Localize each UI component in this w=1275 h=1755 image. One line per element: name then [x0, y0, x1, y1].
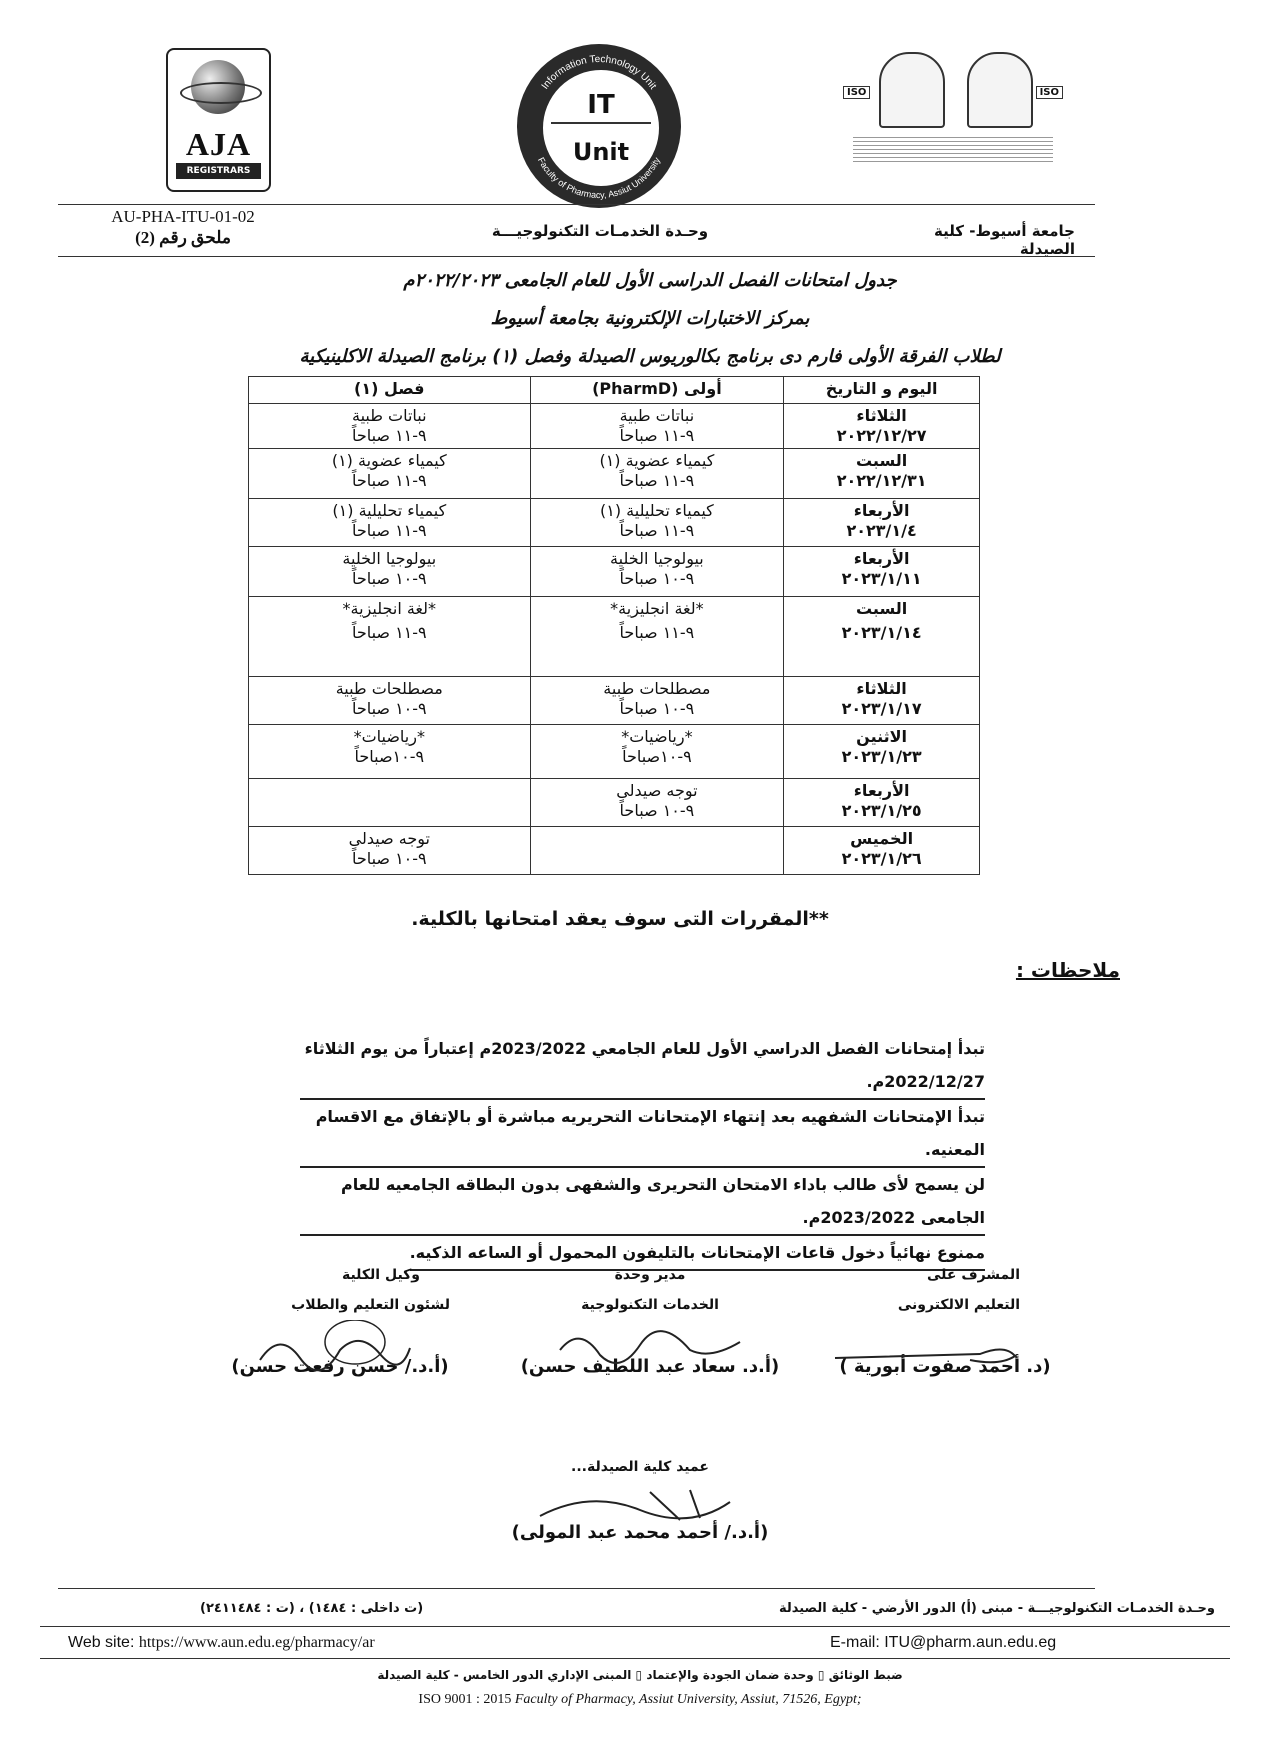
- course-time: ٩-١٠ صباحاً: [619, 569, 695, 588]
- course-name: *رياضيات*: [621, 727, 693, 746]
- pharmd-cell: [530, 597, 784, 677]
- exam-schedule-table: [248, 376, 980, 875]
- header-top-rule: [58, 204, 1095, 205]
- table-header-row: [249, 377, 980, 404]
- table-row: [249, 404, 980, 449]
- department-name: وحـدة الخدمـات التكنولوجيـــة: [491, 222, 709, 240]
- pharmd-cell: [530, 827, 784, 875]
- vice-dean-role: وكيل الكلية: [341, 1267, 420, 1283]
- vice-dean-role-detail: لشئون التعليم والطلاب: [291, 1297, 450, 1313]
- section1-cell: [249, 547, 531, 597]
- dean-name: (أ.د./ أحمد محمد عبد المولى): [511, 1522, 769, 1543]
- course-name: *لغة انجليزية*: [342, 599, 437, 618]
- col-header-section1: فصل (١): [249, 377, 531, 404]
- seal-unit-text: Unit: [572, 138, 630, 166]
- course-time: ٩-١١ صباحاً: [619, 623, 695, 642]
- pharmd-cell: [530, 779, 784, 827]
- date-cell: [784, 547, 980, 597]
- exam-day: الثلاثاء: [856, 406, 907, 425]
- website-label: Web site:: [68, 1634, 135, 1651]
- date-cell: [784, 449, 980, 499]
- iso-standard: ISO 9001 : 2015: [418, 1692, 512, 1707]
- course-time: ٩-١٠ صباحاً: [351, 569, 427, 588]
- note-item: تبدأ الإمتحانات الشفهيه بعد إنتهاء الإمتحانات التحريريه مباشرة أو بالإتفاق مع الاقسام المعنيه.: [300, 1100, 985, 1168]
- exam-day: السبت: [855, 451, 908, 470]
- exam-day: الأربعاء: [853, 501, 910, 520]
- section1-cell: [249, 597, 531, 677]
- iso-badge-left: ISO: [843, 86, 870, 99]
- exam-date: ٢٠٢٣/١/٢٥: [841, 801, 922, 820]
- email-label: E-mail:: [830, 1634, 880, 1651]
- course-name: *رياضيات*: [353, 727, 425, 746]
- exam-day: الاثنين: [856, 727, 908, 746]
- document-control: ضبط الوثائق ▯ وحدة ضمان الجودة والإعتماد ▯ المبنى الإداري الدور الخامس - كلية الصيدلة: [377, 1668, 903, 1682]
- exam-date: ٢٠٢٢/١٢/٣١: [836, 471, 927, 490]
- section1-cell: [249, 779, 531, 827]
- course-name: بيولوجيا الخلية: [610, 549, 704, 568]
- dean-role: عميد كلية الصيدلة...: [571, 1459, 709, 1475]
- course-name: بيولوجيا الخلية: [342, 549, 437, 568]
- course-name: توجه صيدلى: [616, 781, 698, 800]
- date-cell: [784, 779, 980, 827]
- section1-cell: [249, 677, 531, 725]
- notes-heading: ملاحظات :: [1015, 958, 1120, 982]
- course-name: كيمياء عضوية (١): [331, 451, 447, 470]
- footer-mid-rule: [40, 1626, 1230, 1627]
- date-cell: [784, 725, 980, 779]
- notes-list: [300, 1032, 985, 1271]
- course-name: توجه صيدلى: [348, 829, 430, 848]
- course-time: ٩-١١ صباحاً: [351, 426, 427, 445]
- course-time: ٩-١٠ صباحاً: [351, 699, 427, 718]
- course-name: مصطلحات طبية: [335, 679, 443, 698]
- course-time: ٩-١١ صباحاً: [619, 426, 695, 445]
- dean-signature: [490, 1452, 790, 1543]
- document-code: AU-PHA-ITU-01-02: [111, 207, 255, 226]
- svg-text:Information Technology Unit: Information Technology Unit: [539, 53, 659, 92]
- course-name: نباتات طبية: [351, 406, 427, 425]
- annex-number: ملحق رقم (2): [135, 228, 231, 247]
- date-cell: [784, 597, 980, 677]
- exam-day: الثلاثاء: [856, 679, 907, 698]
- orbit-ring: [180, 82, 262, 104]
- signature-scribble: [550, 1320, 750, 1380]
- course-name: مصطلحات طبية: [603, 679, 711, 698]
- course-time: ٩-١٠صباحاً: [622, 747, 692, 766]
- course-time: ٩-١٠ صباحاً: [619, 699, 695, 718]
- vice-dean-name: (أ.د./ حسن رفعت حسن): [231, 1356, 449, 1377]
- course-time: ٩-١١ صباحاً: [619, 521, 695, 540]
- schedule-title: جدول امتحانات الفصل الدراسى الأول للعام الجامعى ٢٠٢٢/٢٠٢٣م: [403, 270, 897, 291]
- course-time: ٩-١١ صباحاً: [351, 623, 427, 642]
- table-row: [249, 677, 980, 725]
- course-time: ٩-١٠ صباحاً: [351, 849, 427, 868]
- exam-day: الأربعاء: [853, 549, 910, 568]
- faculty-iso-logo: [843, 52, 1063, 172]
- exam-day: السبت: [855, 599, 908, 618]
- website-link[interactable]: https://www.aun.edu.eg/pharmacy/ar: [138, 1634, 375, 1651]
- table-row: [249, 725, 980, 779]
- note-item: لن يسمح لأى طالب باداء الامتحان التحريرى والشفهى بدون البطاقه الجامعيه للعام الجامعى 2023/2022م.: [300, 1168, 985, 1236]
- exam-date: ٢٠٢٣/١/١٤: [841, 623, 922, 642]
- exam-date: ٢٠٢٣/١/٢٣: [841, 747, 922, 766]
- aja-logo-subtext: REGISTRARS: [176, 163, 261, 179]
- exam-date: ٢٠٢٣/١/١٧: [841, 699, 922, 718]
- exam-day: الأربعاء: [853, 781, 910, 800]
- svg-text:Faculty of Pharmacy, Assiut Un: Faculty of Pharmacy, Assiut University: [535, 155, 663, 201]
- faculty-address-en: Faculty of Pharmacy, Assiut University, Assiut, 71526, Egypt;: [514, 1692, 862, 1707]
- date-cell: [784, 499, 980, 547]
- course-name: نباتات طبية: [619, 406, 695, 425]
- pharmd-cell: [530, 499, 784, 547]
- course-time: ٩-١٠ صباحاً: [619, 801, 695, 820]
- date-cell: [784, 677, 980, 725]
- university-name: جامعة أسيوط- كلية الصيدلة: [933, 222, 1075, 258]
- exam-date: ٢٠٢٢/١٢/٢٧: [836, 426, 927, 445]
- course-name: *لغة انجليزية*: [610, 599, 704, 618]
- table-row: [249, 779, 980, 827]
- accreditation-text-lines: [853, 134, 1053, 164]
- pharmacy-emblem: [967, 52, 1033, 128]
- supervisor-name: (د. أحمد صفوت أبورية ): [839, 1356, 1051, 1377]
- table-row: [249, 547, 980, 597]
- email-block: [830, 1634, 1056, 1652]
- course-time: ٩-١١ صباحاً: [351, 471, 427, 490]
- note-item: ممنوع نهائياً دخول قاعات الإمتحانات بالتليفون المحمول أو الساعه الذكيه.: [410, 1236, 985, 1271]
- col-header-date: اليوم و التاريخ: [784, 377, 980, 404]
- seal-divider: [551, 122, 651, 124]
- iso-footer: [300, 1692, 980, 1708]
- it-unit-seal: [517, 44, 681, 208]
- supervisor-signature: [820, 1260, 1070, 1377]
- section1-cell: [249, 499, 531, 547]
- it-director-signature: [510, 1260, 790, 1377]
- it-director-role: مدير وحدة: [614, 1267, 686, 1283]
- signature-scribble: [830, 1326, 1030, 1376]
- it-director-name: (أ.د. سعاد عبد اللطيف حسن): [520, 1356, 780, 1377]
- schedule-subtitle: بمركز الاختبارات الإلكترونية بجامعة أسيوط: [490, 308, 810, 329]
- pharmd-cell: [530, 677, 784, 725]
- section1-cell: [249, 449, 531, 499]
- footer-top-rule: [58, 1588, 1095, 1589]
- table-row: [249, 499, 980, 547]
- aja-registrars-logo: [166, 48, 271, 192]
- col-header-pharmd: أولى (PharmD): [530, 377, 784, 404]
- exam-date: ٢٠٢٣/١/١١: [841, 569, 922, 588]
- date-cell: [784, 404, 980, 449]
- signature-scribble: [530, 1480, 750, 1530]
- vice-dean-signature: [220, 1260, 460, 1377]
- pharmd-cell: [530, 547, 784, 597]
- seal-it-text: IT: [587, 90, 615, 120]
- course-name: كيمياء تحليلية (١): [600, 501, 714, 520]
- it-director-role-detail: الخدمات التكنولوجية: [581, 1297, 719, 1313]
- signature-scribble: [250, 1320, 420, 1380]
- exam-date: ٢٠٢٣/١/٢٦: [841, 849, 922, 868]
- exam-date: ٢٠٢٣/١/٤: [846, 521, 917, 540]
- section1-cell: [249, 725, 531, 779]
- course-time: ٩-١١ صباحاً: [351, 521, 427, 540]
- schedule-audience: لطلاب الفرقة الأولى فارم دى برنامج بكالوريوس الصيدلة وفصل (١) برنامج الصيدلة الاكلينيكية: [299, 346, 1001, 367]
- exam-day: الخميس: [850, 829, 914, 848]
- date-cell: [784, 827, 980, 875]
- footer-contact-row: [68, 1634, 1098, 1652]
- section1-cell: [249, 827, 531, 875]
- header-bottom-rule: [58, 256, 1095, 257]
- university-emblem: [879, 52, 945, 128]
- course-name: كيمياء تحليلية (١): [332, 501, 447, 520]
- course-time: ٩-١٠صباحاً: [354, 747, 425, 766]
- seal-center: [543, 70, 659, 186]
- iso-badge-right: ISO: [1036, 86, 1063, 99]
- pharmd-cell: [530, 404, 784, 449]
- table-row: [249, 827, 980, 875]
- document-code-block: [98, 206, 268, 248]
- aja-logo-text: AJA: [185, 126, 252, 162]
- note-item: تبدأ إمتحانات الفصل الدراسي الأول للعام الجامعي 2023/2022م إعتباراً من يوم الثلاثاء 2022/12/27م.: [300, 1032, 985, 1100]
- table-row: [249, 449, 980, 499]
- email-link[interactable]: ITU@pharm.aun.edu.eg: [884, 1634, 1057, 1651]
- pharmd-cell: [530, 725, 784, 779]
- pharmd-cell: [530, 449, 784, 499]
- footer-bottom-rule: [40, 1658, 1230, 1659]
- faculty-exams-note: **المقررات التى سوف يعقد امتحانها بالكلية.: [411, 908, 829, 930]
- supervisor-role-detail: التعليم الالكترونى: [897, 1297, 1020, 1313]
- course-name: كيمياء عضوية (١): [599, 451, 715, 470]
- course-time: ٩-١١ صباحاً: [619, 471, 695, 490]
- section1-cell: [249, 404, 531, 449]
- supervisor-role: المشرف على: [927, 1267, 1020, 1283]
- footer-address: وحـدة الخدمـات التكنولوجيـــة - مبنى (أ) الدور الأرضي - كلية الصيدلة: [778, 1601, 1215, 1616]
- table-row: [249, 597, 980, 677]
- footer-phones: (ت داخلى : ١٤٨٤) ، (ت : ٢٤١١٤٨٤): [200, 1601, 424, 1616]
